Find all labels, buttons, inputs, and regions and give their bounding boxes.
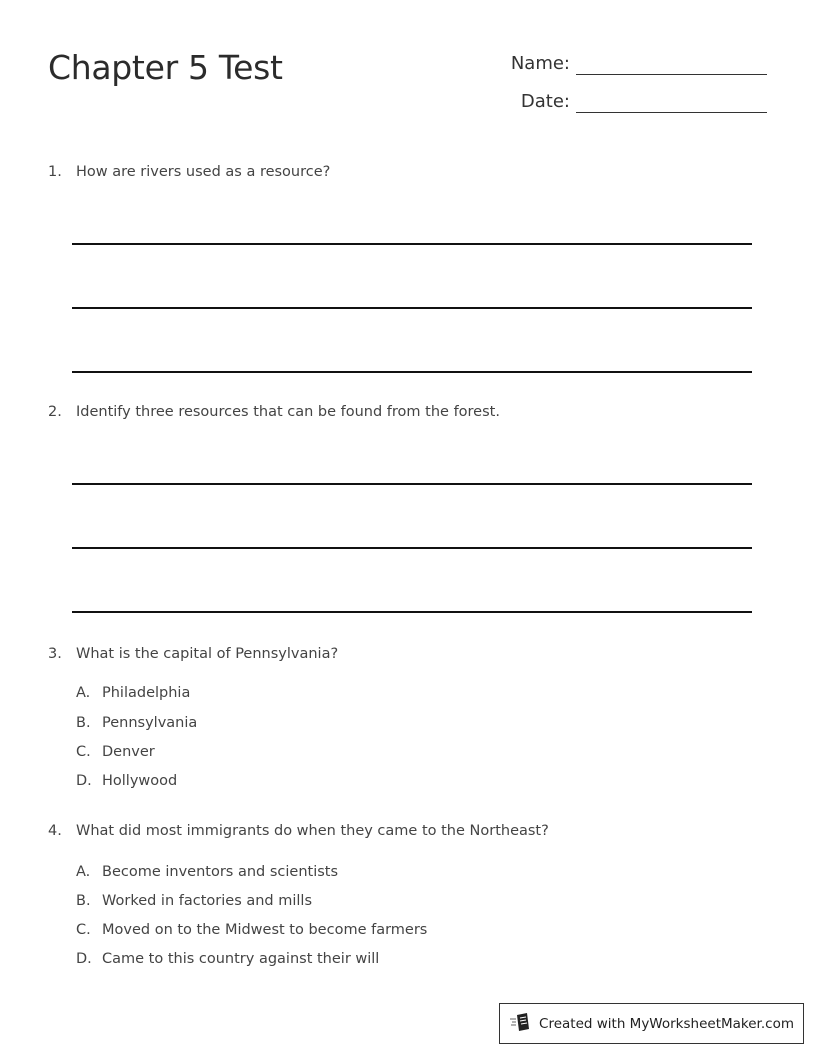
question-text: How are rivers used as a resource? [76,164,331,180]
answer-line[interactable] [72,243,752,245]
name-field [500,52,767,75]
question-text: Identify three resources that can be found from the forest. [76,404,500,420]
name-blank-line[interactable] [576,52,767,75]
choice-label: C. [76,922,91,938]
choice-3c[interactable] [76,744,155,760]
name-label: Name: [510,53,570,74]
worksheet-maker-logo-icon [509,1012,539,1036]
choice-text: Came to this country against their will [102,951,380,967]
choice-label: B. [76,715,91,731]
question-3 [48,646,338,662]
question-number: 3. [48,646,62,662]
answer-line[interactable] [72,483,752,485]
choice-text: Denver [102,744,155,760]
choice-text: Philadelphia [102,685,191,701]
question-number: 2. [48,404,62,420]
answer-line[interactable] [72,611,752,613]
date-blank-line[interactable] [576,90,767,113]
question-text: What did most immigrants do when they came to the Northeast? [76,823,549,839]
footer-badge[interactable] [499,1003,804,1044]
answer-line[interactable] [72,547,752,549]
choice-4b[interactable] [76,893,312,909]
question-4 [48,823,549,839]
question-number: 4. [48,823,62,839]
answer-line[interactable] [72,371,752,373]
choice-3b[interactable] [76,715,197,731]
choice-text: Pennsylvania [102,715,198,731]
question-text: What is the capital of Pennsylvania? [76,646,339,662]
choice-3a[interactable] [76,685,190,701]
page-title: Chapter 5 Test [48,48,283,87]
date-field [500,90,767,113]
choice-label: D. [76,951,92,967]
choice-text: Moved on to the Midwest to become farmers [102,922,428,938]
choice-text: Worked in factories and mills [102,893,313,909]
choice-label: B. [76,893,91,909]
choice-4a[interactable] [76,864,338,880]
choice-label: C. [76,744,91,760]
choice-label: A. [76,685,91,701]
question-2 [48,404,500,420]
choice-4d[interactable] [76,951,379,967]
answer-line[interactable] [72,307,752,309]
choice-text: Hollywood [102,773,178,789]
choice-4c[interactable] [76,922,427,938]
choice-text: Become inventors and scientists [102,864,339,880]
choice-3d[interactable] [76,773,177,789]
question-1 [48,164,330,180]
choice-label: D. [76,773,92,789]
choice-label: A. [76,864,91,880]
date-label: Date: [520,91,570,112]
footer-text: Created with MyWorksheetMaker.com [539,1015,794,1032]
question-number: 1. [48,164,62,180]
